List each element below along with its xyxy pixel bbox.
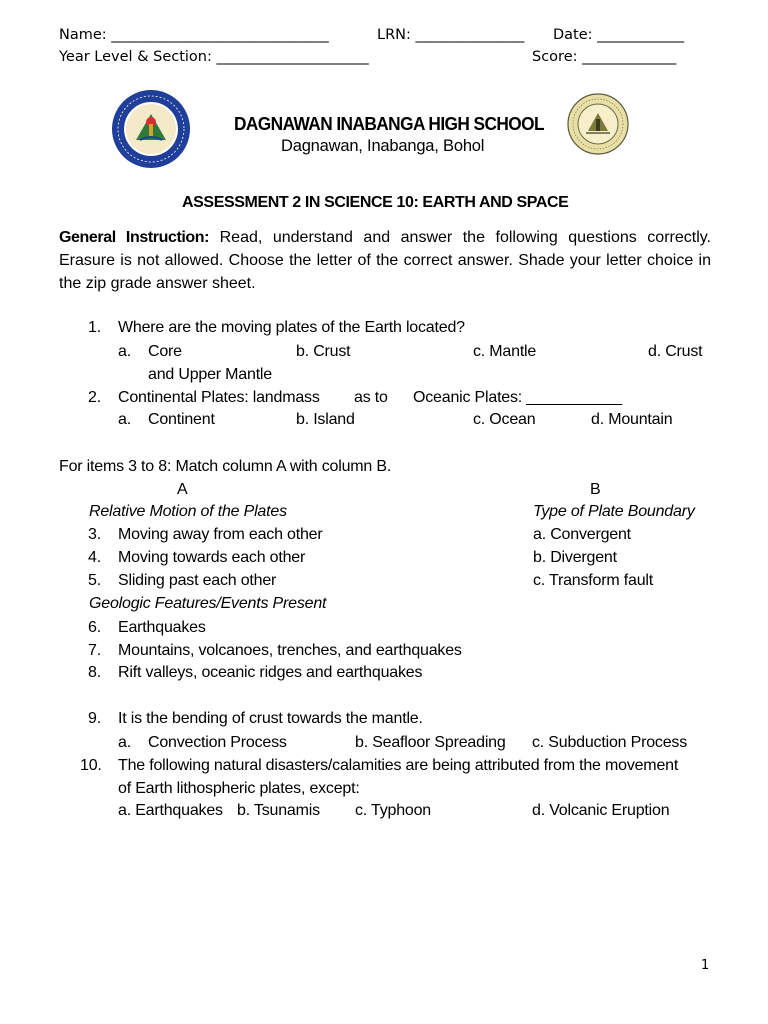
q9-text: It is the bending of crust towards the mantle.	[118, 710, 423, 727]
q1-text: Where are the moving plates of the Earth located?	[118, 319, 465, 336]
page-number: 1	[701, 958, 710, 973]
deped-division-of-bohol-seal-icon	[106, 88, 196, 170]
q2-text-part1: Continental Plates: landmass	[118, 389, 320, 406]
general-instruction	[59, 226, 711, 295]
match-choice-transform: c. Transform fault	[533, 572, 653, 589]
match-item-text: Moving away from each other	[118, 526, 323, 543]
column-b-heading: Type of Plate Boundary	[533, 503, 695, 520]
q2-text-part2: as to	[354, 389, 388, 406]
year-section-field[interactable]: Year Level & Section: _____________________	[59, 49, 369, 65]
q1-choice-b[interactable]: b. Crust	[296, 343, 351, 360]
column-b-label: B	[590, 481, 601, 498]
match-item-number: 8.	[88, 664, 101, 681]
q10-number: 10.	[80, 757, 102, 774]
date-field[interactable]: Date: ____________	[553, 27, 685, 43]
match-choice-convergent: a. Convergent	[533, 526, 631, 543]
school-name: DAGNAWAN INABANGA HIGH SCHOOL	[234, 114, 545, 134]
lrn-field[interactable]: LRN: _______________	[377, 27, 525, 43]
q10-text-line2: of Earth lithospheric plates, except:	[118, 780, 360, 797]
q10-choice-c[interactable]: c. Typhoon	[355, 802, 431, 819]
q2-choice-d[interactable]: d. Mountain	[591, 411, 673, 428]
q2-choice-c[interactable]: c. Ocean	[473, 411, 536, 428]
q2-choice-b[interactable]: b. Island	[296, 411, 355, 428]
q9-choice-a-letter[interactable]: a.	[118, 734, 131, 751]
q1-choice-d-continued[interactable]: and Upper Mantle	[148, 366, 272, 383]
instruction-label: General Instruction:	[59, 229, 210, 246]
match-item-text: Mountains, volcanoes, trenches, and earthquakes	[118, 642, 462, 659]
match-item-number: 4.	[88, 549, 101, 566]
q1-number: 1.	[88, 319, 101, 336]
q10-text-line1: The following natural disasters/calamities are being attributed from the movement	[118, 757, 679, 774]
q10-choice-b[interactable]: b. Tsunamis	[237, 802, 320, 819]
q9-number: 9.	[88, 710, 101, 727]
match-item-number: 6.	[88, 619, 101, 636]
column-a-heading-2: Geologic Features/Events Present	[89, 595, 327, 612]
instruction-text: Read, understand and answer the following questions correctly. Erasure is not allowed. Choose the letter of the correct answer. Shade your letter choice in the zip grade answer sheet.	[59, 229, 712, 292]
q2-number: 2.	[88, 389, 101, 406]
match-item-number: 7.	[88, 642, 101, 659]
match-item-text: Sliding past each other	[118, 572, 277, 589]
column-a-label: A	[177, 481, 188, 498]
school-seal-icon	[566, 93, 630, 155]
matching-intro: For items 3 to 8: Match column A with column B.	[59, 458, 392, 475]
q1-choice-a[interactable]: Core	[148, 343, 182, 360]
q2-text-part3: Oceanic Plates: ___________	[413, 389, 622, 406]
q2-choice-a-letter[interactable]: a.	[118, 411, 131, 428]
match-item-number: 5.	[88, 572, 101, 589]
assessment-title: ASSESSMENT 2 IN SCIENCE 10: EARTH AND SPACE	[182, 194, 569, 211]
match-item-text: Moving towards each other	[118, 549, 306, 566]
column-a-heading: Relative Motion of the Plates	[89, 503, 287, 520]
score-field[interactable]: Score: _____________	[532, 49, 677, 65]
q9-choice-b[interactable]: b. Seafloor Spreading	[355, 734, 506, 751]
match-item-text: Rift valleys, oceanic ridges and earthquakes	[118, 664, 423, 681]
q1-choice-c[interactable]: c. Mantle	[473, 343, 537, 360]
q9-choice-a[interactable]: Convection Process	[148, 734, 287, 751]
match-item-number: 3.	[88, 526, 101, 543]
school-address: Dagnawan, Inabanga, Bohol	[281, 137, 485, 155]
q10-choice-d[interactable]: d. Volcanic Eruption	[532, 802, 670, 819]
match-item-text: Earthquakes	[118, 619, 206, 636]
q9-choice-c[interactable]: c. Subduction Process	[532, 734, 687, 751]
q1-choice-a-letter[interactable]: a.	[118, 343, 131, 360]
name-field[interactable]: Name: ______________________________	[59, 27, 329, 43]
match-choice-divergent: b. Divergent	[533, 549, 617, 566]
q2-choice-a[interactable]: Continent	[148, 411, 215, 428]
q1-choice-d[interactable]: d. Crust	[648, 343, 703, 360]
q10-choice-a[interactable]: a. Earthquakes	[118, 802, 223, 819]
